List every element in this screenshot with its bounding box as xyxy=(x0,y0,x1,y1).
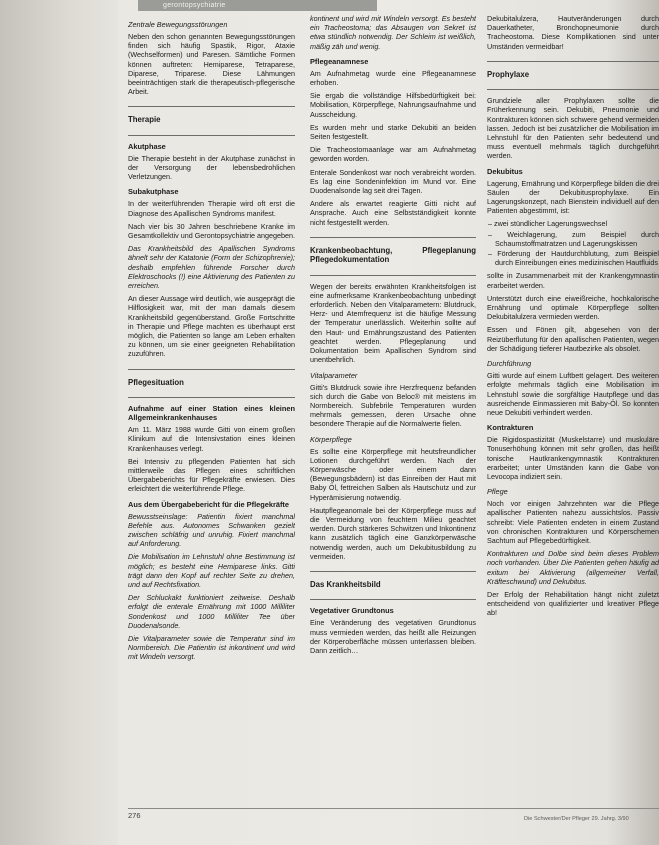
italic-paragraph: Die Mobilisation im Lehnstuhl ohne Bestimmung ist möglich; es besteht eine Hemiparese links. Gitti trägt dann den Kopf auf rechter Seite zu drehen, und auf Rechtsfixation. xyxy=(128,552,295,589)
publication-footer: Die Schwester/Der Pfleger 29. Jahrg. 3/90 xyxy=(524,816,629,822)
body-paragraph: Die Rigidospastizität (Muskelstarre) und muskuläre Tonuserhöhung können mit sehr großen, das heißt tonische Hautkrankengymnastik Kontrakturen erarbeitet; unter Umständen kann die Gabe von Levocopa indiziert sein. xyxy=(487,435,659,481)
italic-paragraph: kontinent und wird mit Windeln versorgt. Es besteht ein Tracheostoma; das Absaugen von Sekret ist etwa stündlich notwendig. Der Schleim ist weißlich, mäßig zäh und wenig. xyxy=(310,14,476,51)
italic-subheading: Durchführung xyxy=(487,359,532,369)
body-paragraph: Andere als erwartet reagierte Gitti nicht auf Ansprache. Auch eine Selbstständigkeit konnte nicht festgestellt werden. xyxy=(310,199,476,227)
section-rule xyxy=(310,599,476,600)
body-paragraph: Hautpflegeanomale bei der Körperpflege muss auf die Vermeidung von feuchtem Milieu geachtet werden. Durch stärkeres Schwitzen und Inkontinenz kann zusätzlich täglich eine Ganzkörperwäsche notwendig werden, auch um Dekubitusbildung zu vermeiden. xyxy=(310,505,476,561)
italic-paragraph: Bewusstseinslage: Patientin fixiert manchmal Befehle aus. Autonomes Schwanken gezielt zwischen schläfrig und unruhig. Fixiert manchmal auf Anforderung. xyxy=(128,511,295,549)
subsection-heading: Akutphase xyxy=(128,141,166,151)
subsection-heading: Subakutphase xyxy=(128,187,179,197)
body-paragraph: Neben den schon genannten Bewegungsstörungen finden sich häufig Spastik, Rigor, Ataxie (Wechselformen) und Paresen. Sämtliche Formen können auftreten: Hemiparese, Tetraparese, Diparese, Triparese. Diese Lähmungen beeinträchtigen stark die therapeutisch-pflegerische Arbeit. xyxy=(128,32,295,97)
section-heading: Therapie xyxy=(128,115,161,125)
list-item: – zwei stündlicher Lagerungswechsel xyxy=(495,219,659,228)
section-heading: Prophylaxe xyxy=(487,69,530,79)
scan-gutter xyxy=(0,0,118,845)
section-heading: Krankenbeobachtung, Pflegeplanung Pflegedokumentation xyxy=(310,245,476,265)
page-number: 276 xyxy=(128,811,141,820)
body-paragraph: Nach vier bis 30 Jahren beschriebene Kranke im Gesamtkollektiv und Gerontopsychiatrie angegeben. xyxy=(128,221,295,241)
text-column-right xyxy=(487,14,659,814)
body-paragraph: Enterale Sondenkost war noch verabreicht worden. Es lag eine Sondeninfektion im Mund vor. Eine Duodenalsonde lag seit drei Tagen. xyxy=(310,167,476,196)
section-rule xyxy=(128,135,295,136)
body-paragraph: Gitti wurde auf einem Luftbett gelagert. Des weiteren erfolgte mehrmals täglich eine Mobilisation im Lehnstuhl sowie die sorgfältige Hautpflege und das ausreichende Einmassieren mit Baby-Öl. So konnten neue Dekubiti verhindert werden. xyxy=(487,371,659,417)
section-header-tag: gerontopsychiatrie xyxy=(138,0,377,11)
body-paragraph: Sie ergab die vollständige Hilfsbedürftigkeit bei: Mobilisation, Körperpflege, Nahrungsaufnahme und Ausscheidung. xyxy=(310,91,476,119)
body-paragraph: In der weiterführenden Therapie wird oft erst die Diagnose des Apallischen Syndroms manifest. xyxy=(128,199,295,218)
body-paragraph: An dieser Aussage wird deutlich, wie ausgeprägt die Hilflosigkeit war, mit der man damals diesem Krankheitsbild gegenüberstand. Große Fortschritte in Therapie und Pflege machten es überhaupt erst möglich, die Patienten so lange am Leben erhalten zu können, um sie einer geeigneten Rehabilitation zuzuführen. xyxy=(128,294,295,359)
body-paragraph: Noch vor einigen Jahrzehnten war die Pflege apallischer Patienten nahezu aussichtslos. Passiv schreibt: Viele Patienten endeten in einem Zustand von chronischen Kontrakturen und Körperschemen Sachtum auf Pflegebedürftigkeit. xyxy=(487,499,659,545)
section-rule xyxy=(128,106,295,107)
italic-subheading: Zentrale Bewegungsstörungen xyxy=(128,20,228,29)
italic-paragraph: Die Vitalparameter sowie die Temperatur sind im Normbereich. Die Patientin ist inkontinent und wird mit Windeln versorgt. xyxy=(128,633,295,662)
italic-subheading: Pflege xyxy=(487,487,508,497)
body-paragraph: sollte in Zusammenarbeit mit der Krankengymnastin erarbeitet werden. xyxy=(487,271,659,290)
body-paragraph: Der Erfolg der Rehabilitation hängt nicht zuletzt entscheidend von qualifizierter und kreativer Pflege ab! xyxy=(487,589,659,618)
italic-paragraph: Der Schluckakt funktioniert zeitweise. Deshalb erfolgt die enterale Ernährung mit 1000 Milliliter Sondenkost und 1000 Milliliter Tee über Duodenalsonde. xyxy=(128,593,295,630)
section-rule xyxy=(128,369,295,370)
list-item: – Förderung der Hautdurchblutung, zum Beispiel durch Einreibungen eines medizinischen Hautfluids xyxy=(495,249,659,267)
body-paragraph: Grundziele aller Prophylaxen sollte die Früherkennung sein. Dekubiti, Pneumonie und Kontrakturen können sich schwere gehend vermeiden lassen. Jedoch ist bei zusätzlicher die Mobilisation im Lehnstuhl für den Patienten sehr bedeutend und muss eventuell mehrmals täglich durchgeführt werden. xyxy=(487,96,659,161)
body-paragraph: Bei Intensiv zu pflegenden Patienten hat sich mittlerweile das Pflegen eines schriftlichen Übergabeberichts für Pflegekräfte erwiesen. Dies erleichtert die weiterführende Pflege. xyxy=(128,456,295,494)
section-rule xyxy=(487,89,659,90)
body-paragraph: Dekubitalulzera, Hautveränderungen durch Dauerkatheter, Bronchopneumonie durch Tracheostoma. Diese Komplikationen sind unter Umständen vermeidbar! xyxy=(487,14,659,51)
subsection-heading: Kontrakturen xyxy=(487,423,534,433)
body-paragraph: Es wurden mehr und starke Dekubiti an beiden Seiten festgestellt. xyxy=(310,122,476,142)
footer-rule xyxy=(128,808,659,809)
italic-subheading: Körperpflege xyxy=(310,434,352,444)
body-paragraph: Unterstützt durch eine eiweißreiche, hochkalorische Ernährung und optimale Körperpflege sollten Dekubitalulzera vermieden werden. xyxy=(487,293,659,322)
body-paragraph: Am 11. März 1988 wurde Gitti von einem großen Klinikum auf die Intensivstation eines kleinen Krankenhauses verlegt. xyxy=(128,425,295,453)
section-rule xyxy=(128,397,295,398)
text-column-left xyxy=(128,14,295,814)
italic-paragraph: Kontrakturen und Dolbe sind beim dieses Problem noch vorhanden. Über Die Patienten gehen häufig ad exitum bei Aktivierung (allgemeiner Verfall, Kräfteschwund) und Dekubitus. xyxy=(487,549,659,586)
subsection-heading: Aus dem Übergabebericht für die Pflegekräfte xyxy=(128,499,289,509)
section-rule xyxy=(310,571,476,572)
body-paragraph: Es sollte eine Körperpflege mit heutsfreundlicher Lotionen durchgeführt werden. Nach der Körperwäsche oder einem dann (Bewegungsbädern) ist das Einreiben der Haut mit Baby Öl, fettreichen Salben als Hautschutz und zur Hyperämisierung notwendig. xyxy=(310,446,476,502)
section-rule xyxy=(487,61,659,62)
body-paragraph: Wegen der bereits erwähnten Krankheitsfolgen ist eine aufmerksame Krankenbeobachtung unbedingt erforderlich. Neben den Vitalparametern: Blutdruck, Herz- und Atemfrequenz ist die häufige Messung der Temperatur unerlässlich. Weiterhin sollte auf den Haut- und Ernährungszustand des Patienten geachtet werden. Pflegeplanung und Dokumentation beim Apallischen Syndrom sind unentbehrlich. xyxy=(310,281,476,365)
subsection-heading: Pflegeanamnese xyxy=(310,56,369,66)
italic-paragraph: Das Krankheitsbild des Apallischen Syndroms ähnelt sehr der Katatonie (Form der Schizophrenie); deshalb empfehlen führende Forscher durch Elektroschocks (!) eine Aktivierung des Patienten zu erreichen. xyxy=(128,244,295,291)
body-paragraph: Am Aufnahmetag wurde eine Pflegeanamnese erhoben. xyxy=(310,68,476,88)
body-paragraph: Lagerung, Ernährung und Körperpflege bilden die drei Säulen der Dekubitusprophylaxe. Ein Lagerungskonzept, nach Bienstein individuell auf den Patienten abgestimmt, ist: xyxy=(487,178,659,216)
text-column-middle xyxy=(310,14,476,814)
bullet-list xyxy=(487,219,659,267)
section-rule xyxy=(310,237,476,238)
italic-subheading: Vitalparameter xyxy=(310,370,358,380)
section-heading: Pflegesituation xyxy=(128,377,184,387)
section-heading: Das Krankheitsbild xyxy=(310,579,381,589)
subsection-heading: Dekubitus xyxy=(487,166,523,176)
subsection-heading: Aufnahme auf einer Station eines kleinen Allgemeinkrankenhauses xyxy=(128,404,295,423)
list-item: – Weichlagerung, zum Beispiel durch Schaumstoffmatratzen und Lagerungskissen xyxy=(495,230,659,248)
body-paragraph: Gitti's Blutdruck sowie ihre Herzfrequenz befanden sich durch die Gabe von Beloc® mit meistens im Normbereich. Subfebrile Temperaturen wurden mehrmals gemessen, deren Ursache ohne besondere Therapie auf die Normalwerte fielen. xyxy=(310,382,476,429)
body-paragraph: Essen und Fönen gilt, abgesehen von der Reizüberflutung für den apallischen Patienten, wegen der Schädigung tieferer Hautbezirke als obsolet. xyxy=(487,325,659,353)
body-paragraph: Die Therapie besteht in der Akutphase zunächst in der Versorgung der lebensbedrohlichen Verletzungen. xyxy=(128,153,295,182)
body-paragraph: Eine Veränderung des vegetativen Grundtonus muss vermieden werden, das heißt alle Reizungen der Körperoberfläche müssen unterlassen bleiben. Dann zeitlich… xyxy=(310,618,476,655)
subsection-heading: Vegetativer Grundtonus xyxy=(310,606,394,616)
body-paragraph: Die Tracheostomaanlage war am Aufnahmetag geworden worden. xyxy=(310,145,476,164)
section-rule xyxy=(310,275,476,276)
